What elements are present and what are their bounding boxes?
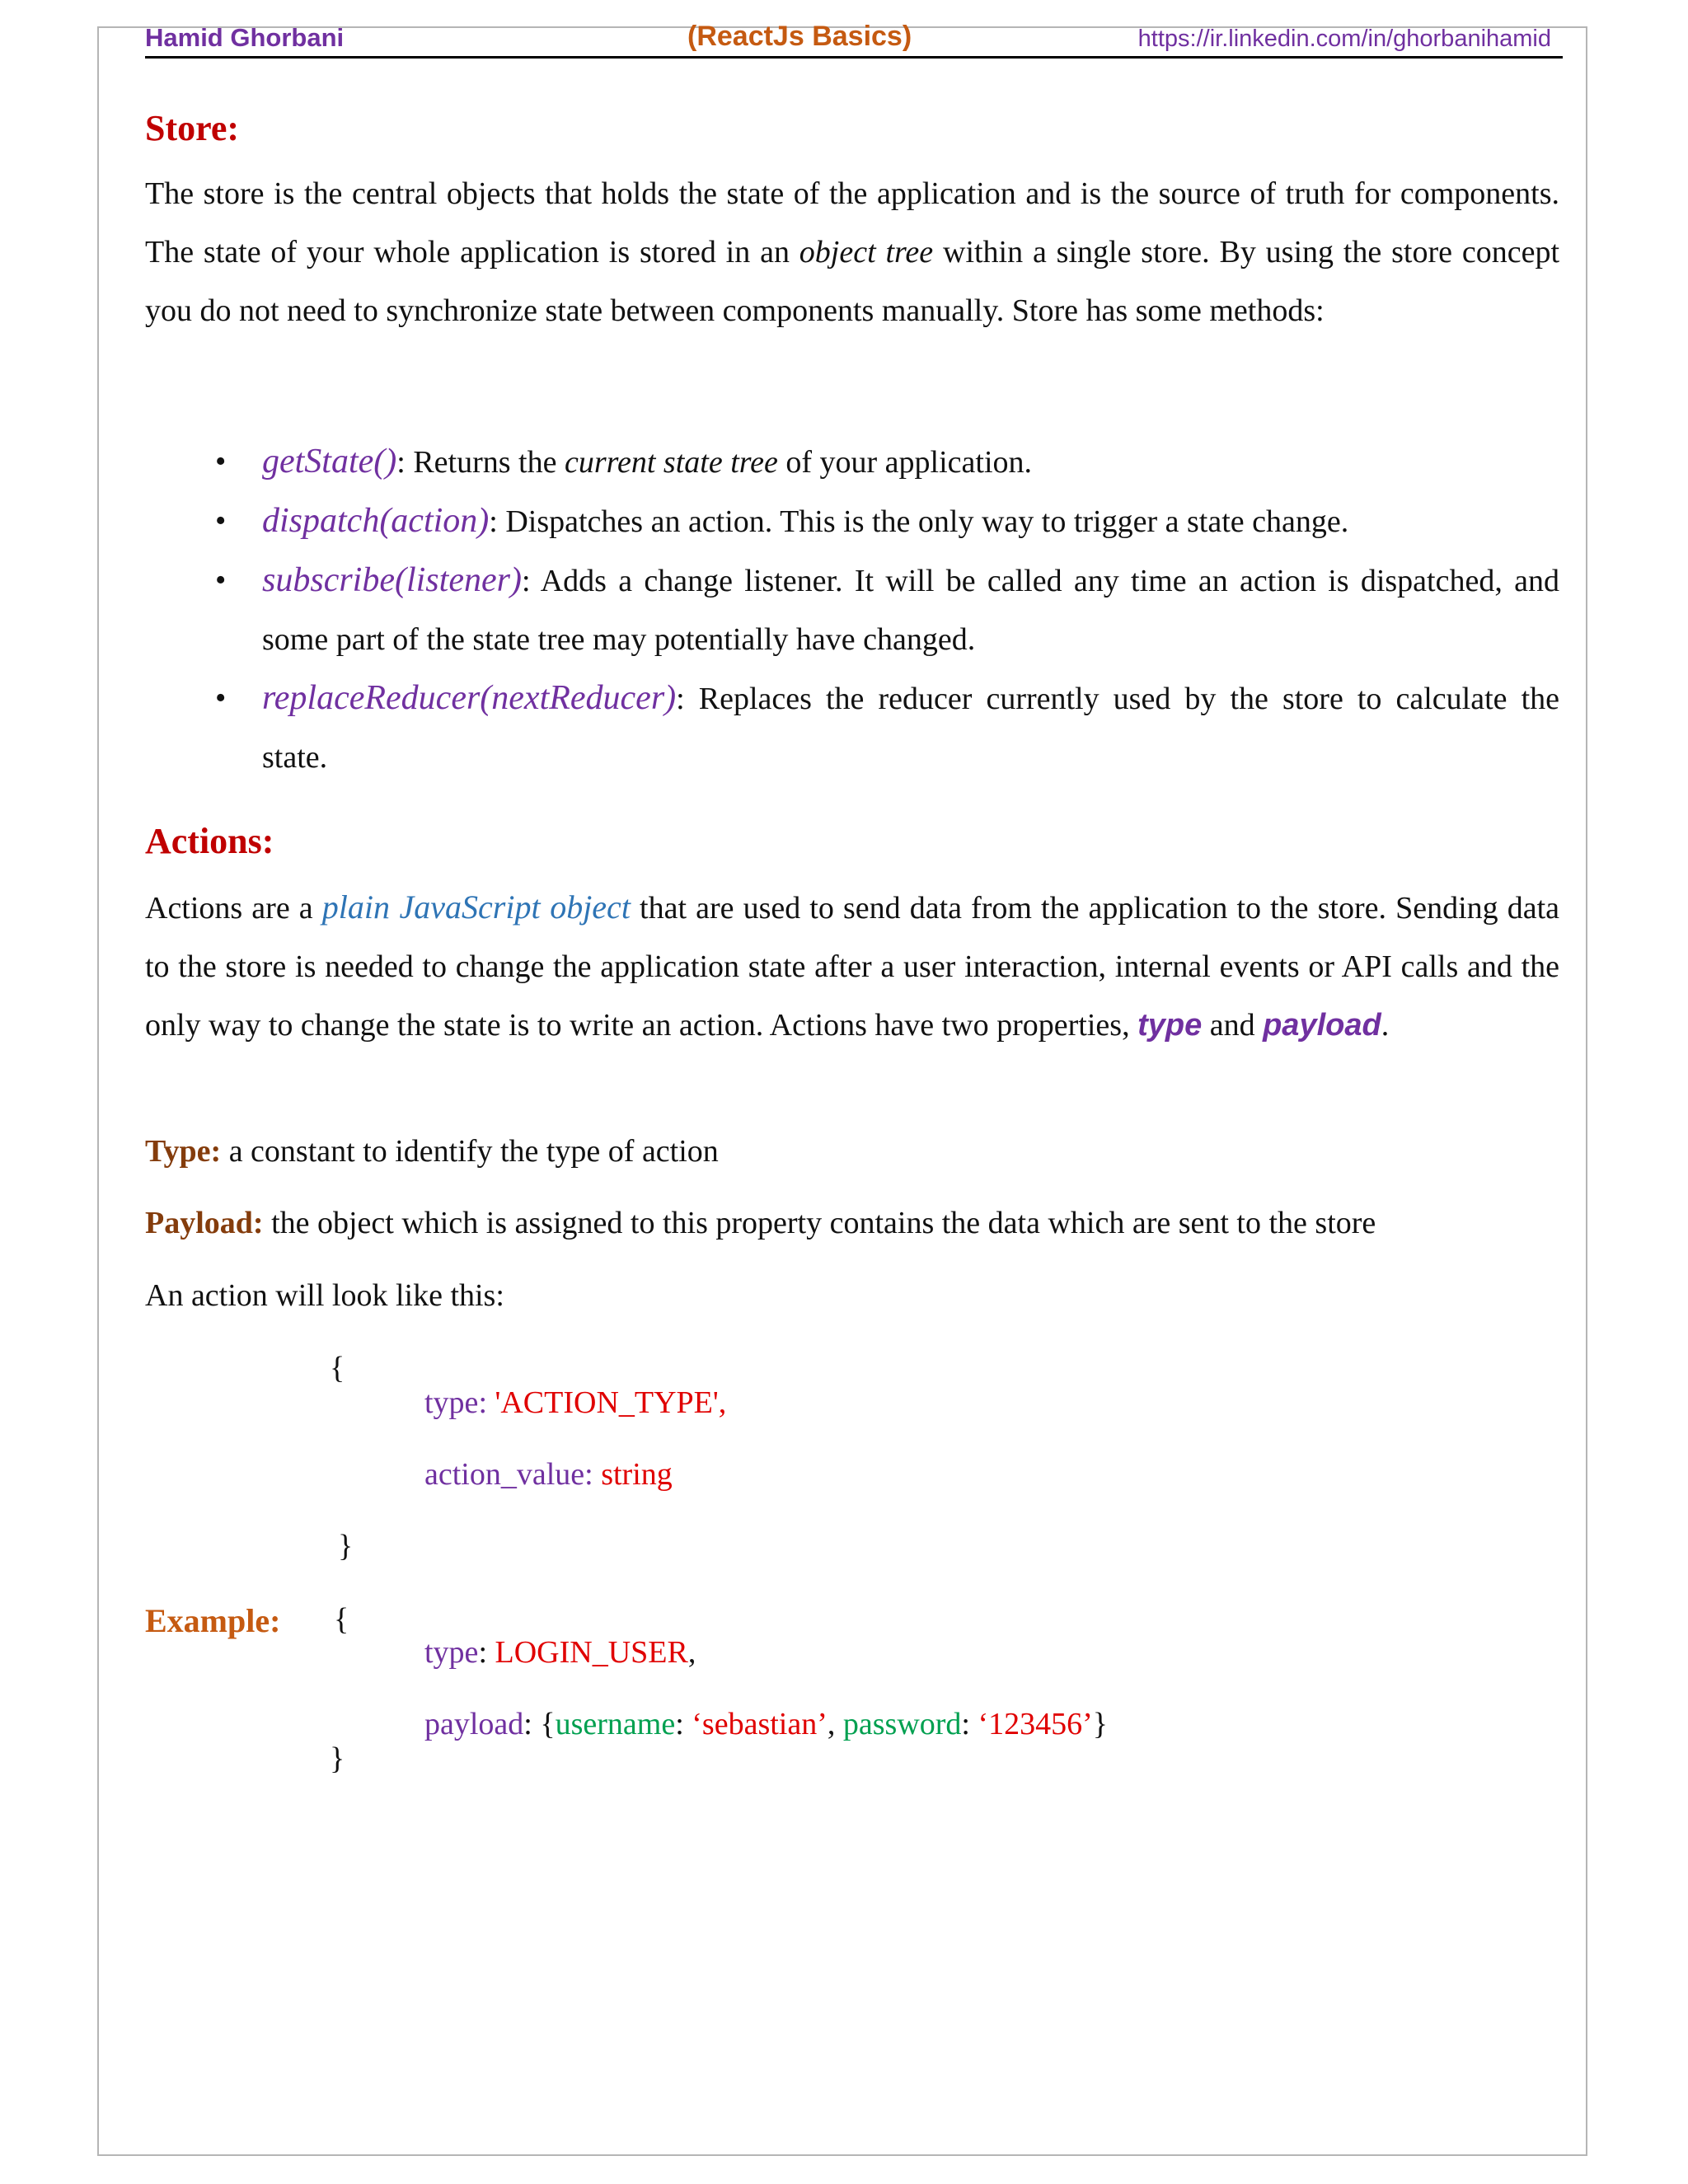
list-item: • subscribe(listener): Adds a change listener. It will be called any time an action is dispatched, and some part of the state tree may potentially have changed.	[215, 561, 1559, 657]
list-item: • replaceReducer(nextReducer): Replaces the reducer currently used by the store to calculate the state.	[215, 679, 1559, 775]
code-close-brace: }	[338, 1529, 354, 1563]
method-name: subscribe(listener)	[262, 561, 522, 599]
example-close-brace: }	[330, 1741, 345, 1776]
store-intro: The store is the central objects that holds the state of the application and is the source of truth for components. The state of your whole application is stored in an object tree within a single store. By using the store concept you do not need to synchronize state between components manually. Store has some methods:	[145, 176, 1559, 328]
method-name: replaceReducer(nextReducer)	[262, 679, 677, 717]
action-look-text: An action will look like this:	[145, 1278, 504, 1313]
example-label: Example:	[145, 1602, 281, 1639]
page-frame	[97, 26, 1587, 2156]
list-item: • dispatch(action): Dispatches an action. This is the only way to trigger a state change.	[215, 502, 1349, 540]
method-name: dispatch(action)	[262, 502, 490, 540]
code-open-brace: {	[330, 1351, 345, 1385]
header-author: Hamid Ghorbani	[145, 23, 345, 52]
header-rule	[145, 56, 1563, 59]
list-item: • getState(): Returns the current state tree of your application.	[215, 443, 1033, 480]
actions-heading: Actions:	[145, 821, 274, 861]
payload-definition: Payload: the object which is assigned to this property contains the data which are sent to the store	[145, 1206, 1376, 1240]
store-methods-list	[145, 433, 1559, 787]
example-payload-line: payload: {username: ‘sebastian’, password: ‘123456’}	[424, 1707, 1109, 1741]
header-link[interactable]: https://ir.linkedin.com/in/ghorbanihamid	[1137, 26, 1551, 52]
example-open-brace: {	[334, 1602, 349, 1637]
code-type-line: type: 'ACTION_TYPE',	[424, 1385, 727, 1420]
header-title: (ReactJs Basics)	[687, 21, 912, 52]
example-type-line: type: LOGIN_USER,	[424, 1635, 696, 1670]
type-definition: Type: a constant to identify the type of action	[145, 1134, 719, 1169]
actions-intro: Actions are a plain JavaScript object that are used to send data from the application to the store. Sending data to the store is needed to change the application state after a user interaction, internal events or API calls and the only way to change the state is to write an action. Actions have two properties, type and payload.	[145, 888, 1560, 1043]
store-heading: Store:	[145, 108, 240, 148]
code-action-value-line: action_value: string	[424, 1457, 673, 1492]
method-name: getState()	[262, 443, 397, 480]
